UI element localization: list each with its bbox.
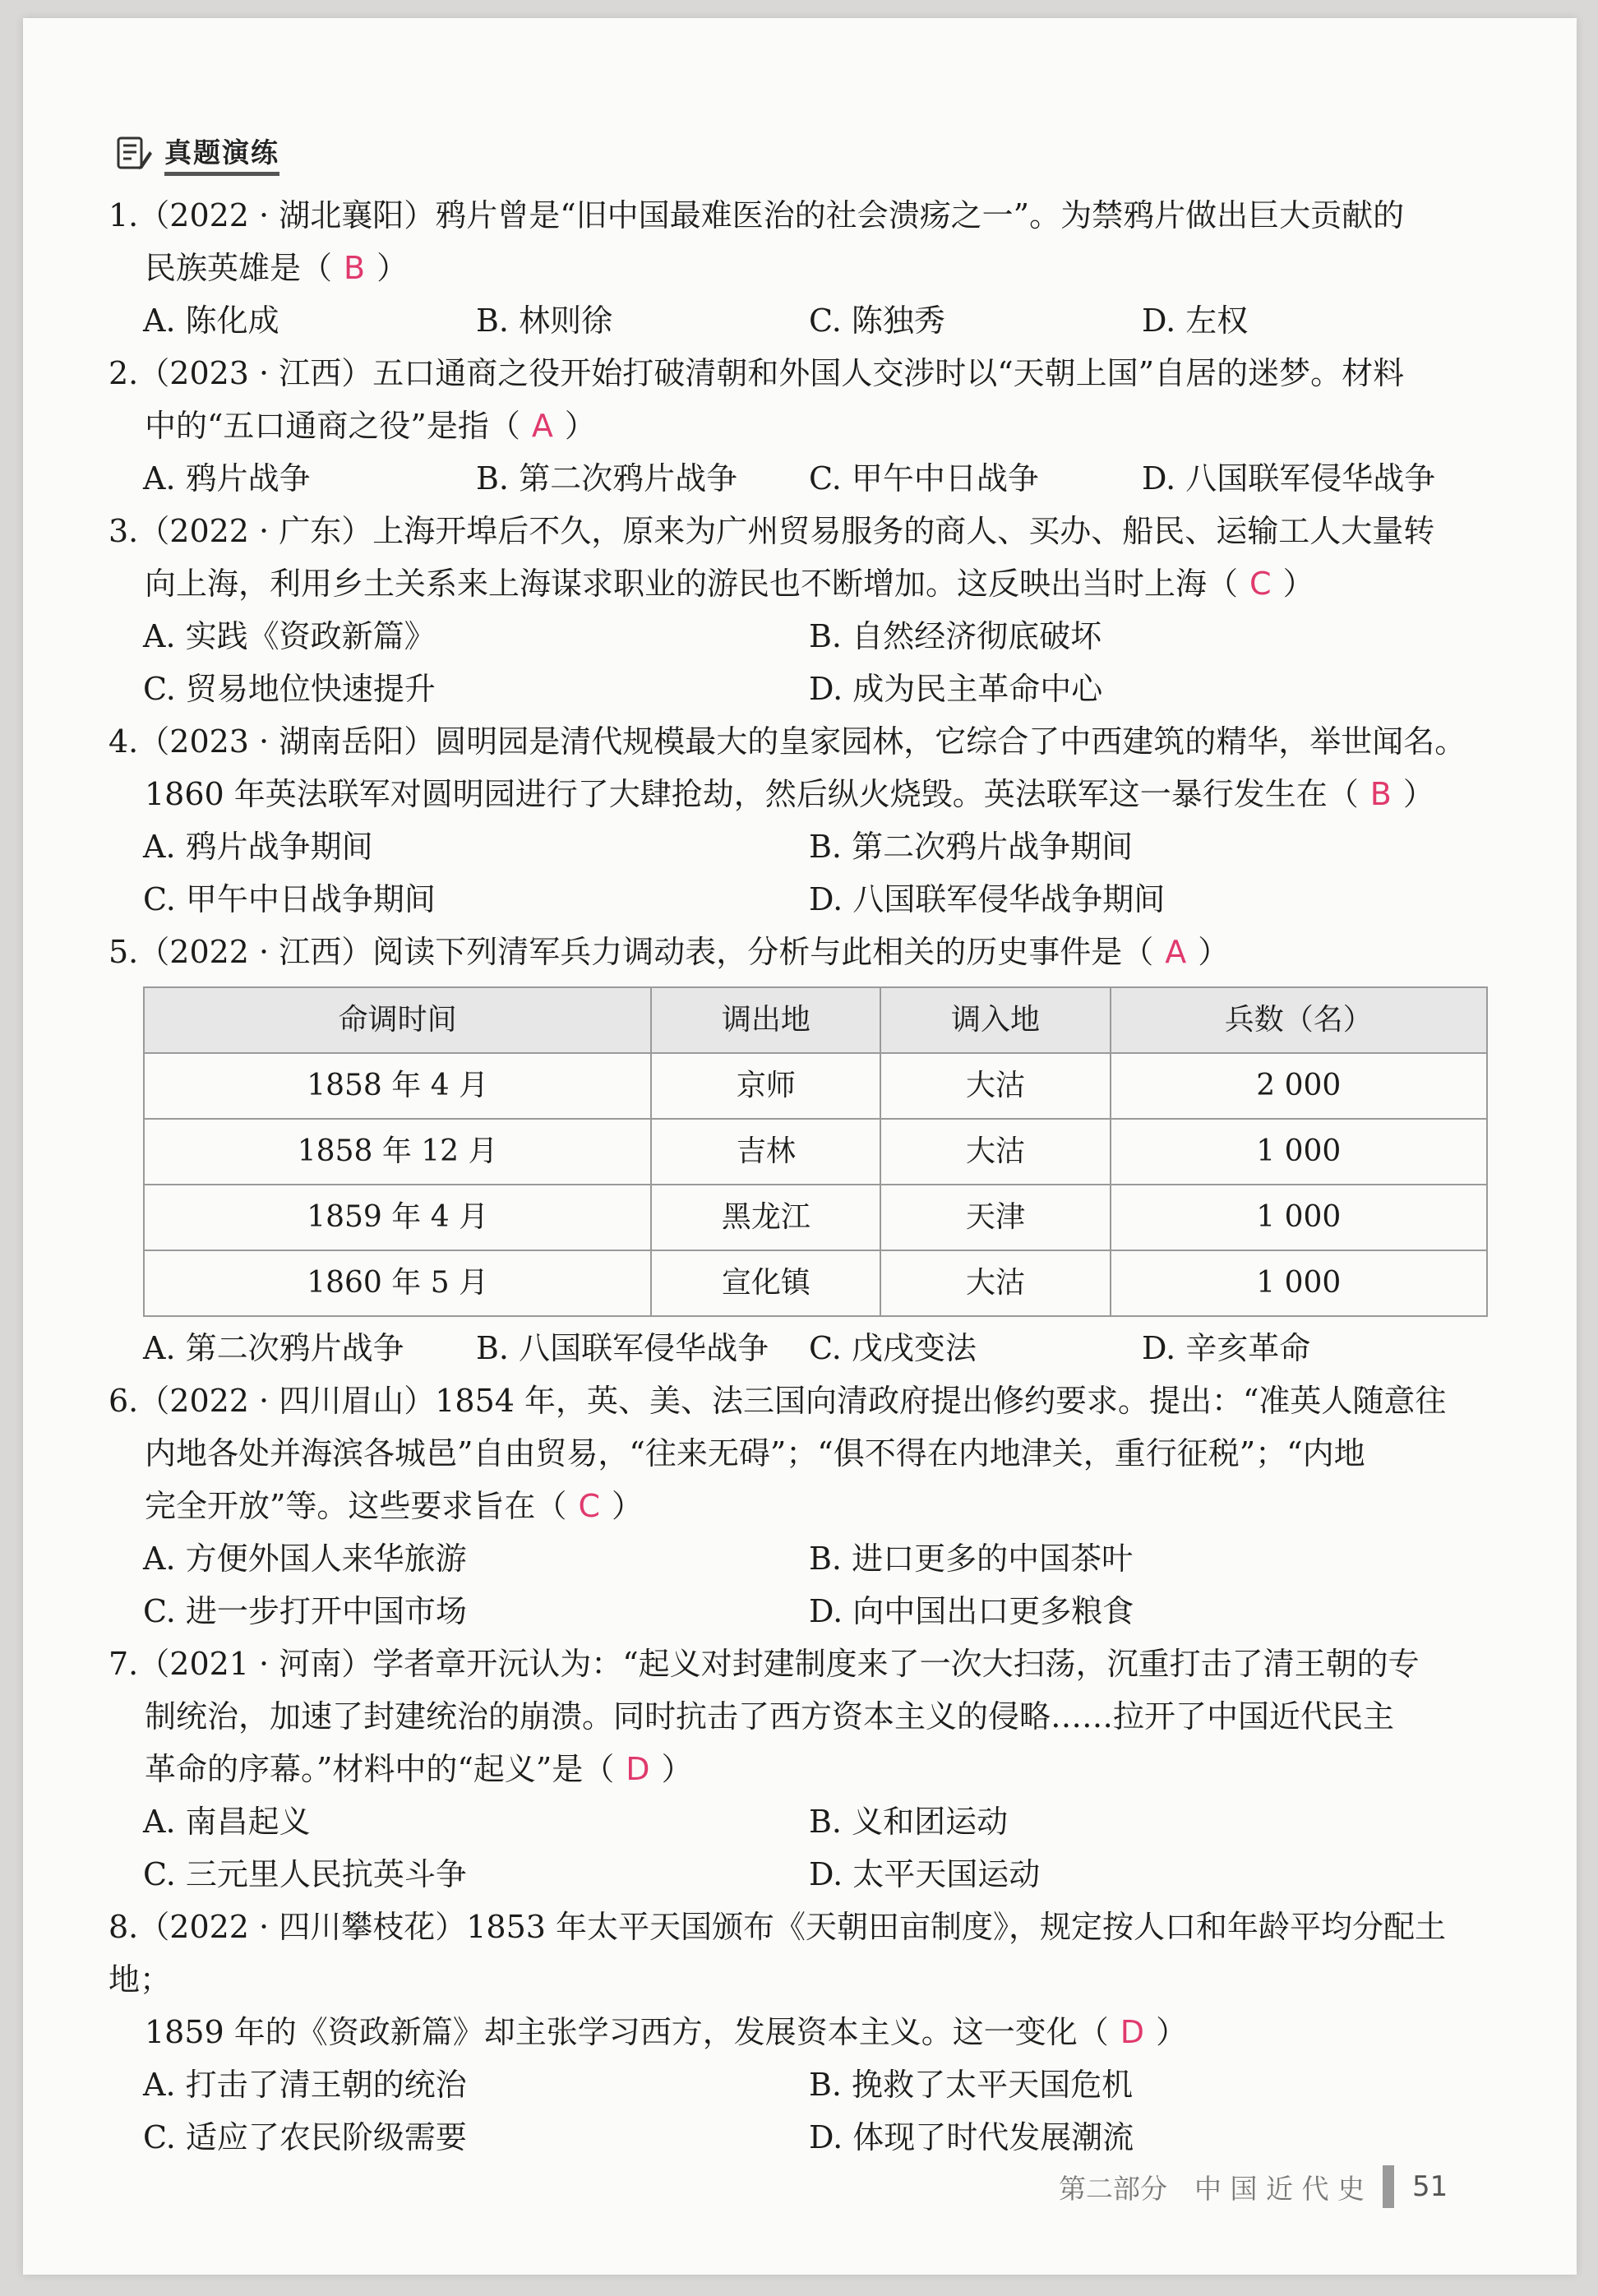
- option-b: B. 挽救了太平天国危机: [809, 2067, 1134, 2103]
- option-d: D. 辛亥革命: [1142, 1330, 1311, 1366]
- table-row: [144, 1053, 1487, 1119]
- option-d: D. 左权: [1142, 303, 1249, 339]
- answer: B: [1369, 776, 1392, 812]
- table-cell: 黑龙江: [651, 1185, 880, 1250]
- table-cell: 大沽: [880, 1053, 1110, 1119]
- paren-close: ）: [564, 408, 596, 444]
- table-cell: 京师: [651, 1053, 880, 1119]
- table-cell: 大沽: [880, 1250, 1110, 1316]
- table-row: [144, 1250, 1487, 1316]
- question-stem-cont: 制统治，加速了封建统治的崩溃。同时抗击了西方资本主义的侵略……拉开了中国近代民主: [145, 1698, 1395, 1735]
- troop-table: [143, 986, 1488, 1317]
- question-stem: （2022 · 湖北襄阳）鸦片曾是“旧中国最难医治的社会溃疡之一”。为禁鸦片做出巨大贡献的: [138, 197, 1405, 233]
- option-a: A. 南昌起义: [143, 1804, 311, 1840]
- option-a: A. 鸦片战争期间: [143, 829, 373, 865]
- section-header: [115, 132, 279, 176]
- question-stem: （2022 · 江西）阅读下列清军兵力调动表，分析与此相关的历史事件是（: [138, 934, 1154, 970]
- page-number: 51: [1411, 2170, 1448, 2203]
- option-d: D. 太平天国运动: [809, 1856, 1041, 1892]
- question-stem: （2022 · 四川眉山）1854 年，英、美、法三国向清政府提出修约要求。提出：“准英人随意往: [138, 1383, 1447, 1419]
- option-c: C. 适应了农民阶级需要: [143, 2119, 467, 2155]
- answer: D: [1120, 2014, 1145, 2050]
- option-b: B. 八国联军侵华战争: [476, 1330, 769, 1366]
- option-a: A. 方便外国人来华旅游: [143, 1541, 467, 1577]
- question-number: 7.: [109, 1646, 139, 1682]
- table-cell: 2 000: [1111, 1053, 1488, 1119]
- table-header: 调出地: [651, 987, 880, 1053]
- table-cell: 1858 年 12 月: [144, 1119, 651, 1185]
- table-cell: 1 000: [1111, 1185, 1488, 1250]
- question-stem-cont: 内地各处并海滨各城邑”自由贸易，“往来无碍”；“俱不得在内地津关，重行征税”；“内地: [145, 1435, 1365, 1471]
- answer: D: [626, 1751, 650, 1787]
- table-header: 兵数（名）: [1111, 987, 1488, 1053]
- option-c: C. 甲午中日战争期间: [143, 881, 436, 917]
- question-number: 6.: [109, 1383, 139, 1419]
- paren-close: ）: [1198, 934, 1230, 970]
- option-d: D. 八国联军侵华战争: [1142, 460, 1436, 497]
- paren-close: ）: [1282, 566, 1314, 602]
- paren-close: ）: [376, 250, 409, 286]
- answer: A: [531, 408, 553, 444]
- paren-close: ）: [1402, 776, 1434, 812]
- option-b: B. 第二次鸦片战争期间: [809, 829, 1134, 865]
- question-stem: （2022 · 广东）上海开埠后不久，原来为广州贸易服务的商人、买办、船民、运输工人大量转: [138, 513, 1435, 549]
- table-header: 调入地: [880, 987, 1110, 1053]
- option-b: B. 义和团运动: [809, 1804, 1009, 1840]
- option-b: B. 进口更多的中国茶叶: [809, 1541, 1134, 1577]
- table-cell: 1 000: [1111, 1250, 1488, 1316]
- option-d: D. 成为民主革命中心: [809, 671, 1103, 707]
- option-b: B. 自然经济彻底破坏: [809, 618, 1102, 654]
- table-cell: 1860 年 5 月: [144, 1250, 651, 1316]
- page-footer: [1059, 2165, 1448, 2208]
- option-a: A. 实践《资政新篇》: [143, 618, 436, 654]
- table-header-row: [144, 987, 1487, 1053]
- question-7: [109, 1638, 1498, 1901]
- question-stem: （2023 · 江西）五口通商之役开始打破清朝和外国人交涉时以“天朝上国”自居的迷梦。材料: [138, 355, 1405, 391]
- table-cell: 大沽: [880, 1119, 1110, 1185]
- option-d: D. 体现了时代发展潮流: [809, 2119, 1134, 2155]
- question-stem-cont: 完全开放”等。这些要求旨在（: [145, 1488, 567, 1524]
- option-c: C. 进一步打开中国市场: [143, 1593, 467, 1629]
- paren-close: ）: [661, 1751, 693, 1787]
- option-d: D. 向中国出口更多粮食: [809, 1593, 1134, 1629]
- question-stem: （2022 · 四川攀枝花）1853 年太平天国颁布《天朝田亩制度》，规定按人口和年龄平均分配土地；: [109, 1909, 1446, 1998]
- question-4: [109, 715, 1498, 926]
- table-cell: 1858 年 4 月: [144, 1053, 651, 1119]
- answer: A: [1165, 934, 1187, 970]
- option-b: B. 林则徐: [476, 303, 613, 339]
- question-8: [109, 1901, 1498, 2164]
- question-number: 5.: [109, 934, 139, 970]
- notebook-pen-icon: [115, 135, 153, 173]
- question-5: [109, 926, 1498, 1374]
- table-header: 命调时间: [144, 987, 651, 1053]
- question-number: 3.: [109, 513, 139, 549]
- footer-divider: [1383, 2165, 1394, 2208]
- answer: C: [1249, 566, 1272, 602]
- option-c: C. 戊戌变法: [809, 1330, 977, 1366]
- table-cell: 1 000: [1111, 1119, 1488, 1185]
- question-1: [109, 189, 1498, 347]
- question-number: 1.: [109, 197, 139, 233]
- paren-close: ）: [611, 1488, 643, 1524]
- question-number: 2.: [109, 355, 139, 391]
- footer-section: 第二部分 中 国 近 代 史: [1059, 2172, 1365, 2205]
- table-cell: 天津: [880, 1185, 1110, 1250]
- table-cell: 1859 年 4 月: [144, 1185, 651, 1250]
- option-d: D. 八国联军侵华战争期间: [809, 881, 1166, 917]
- question-number: 4.: [109, 723, 139, 760]
- question-stem: （2021 · 河南）学者章开沅认为：“起义对封建制度来了一次大扫荡，沉重打击了清王朝的专: [138, 1646, 1420, 1682]
- table-row: [144, 1119, 1487, 1185]
- option-b: B. 第二次鸦片战争: [476, 460, 738, 497]
- option-c: C. 贸易地位快速提升: [143, 671, 436, 707]
- option-c: C. 甲午中日战争: [809, 460, 1039, 497]
- question-stem-cont: 中的“五口通商之役”是指（: [145, 408, 520, 444]
- question-stem-cont: 革命的序幕。”材料中的“起义”是（: [145, 1751, 615, 1787]
- option-a: A. 第二次鸦片战争: [143, 1330, 404, 1366]
- answer: B: [344, 250, 366, 286]
- question-2: [109, 347, 1498, 505]
- option-c: C. 陈独秀: [809, 303, 945, 339]
- question-stem: （2023 · 湖南岳阳）圆明园是清代规模最大的皇家园林，它综合了中西建筑的精华，举世闻名。: [138, 723, 1466, 760]
- question-6: [109, 1374, 1498, 1638]
- option-a: A. 打击了清王朝的统治: [143, 2067, 467, 2103]
- question-stem-cont: 1859 年的《资政新篇》却主张学习西方，发展资本主义。这一变化（: [145, 2014, 1109, 2050]
- table-cell: 宣化镇: [651, 1250, 880, 1316]
- option-c: C. 三元里人民抗英斗争: [143, 1856, 467, 1892]
- answer: C: [578, 1488, 600, 1524]
- question-stem-cont: 民族英雄是（: [145, 250, 333, 286]
- option-a: A. 陈化成: [143, 303, 279, 339]
- question-number: 8.: [109, 1909, 139, 1945]
- table-cell: 吉林: [651, 1119, 880, 1185]
- option-a: A. 鸦片战争: [143, 460, 311, 497]
- question-stem-cont: 1860 年英法联军对圆明园进行了大肆抢劫，然后纵火烧毁。英法联军这一暴行发生在（: [145, 776, 1359, 812]
- section-title: 真题演练: [164, 132, 279, 176]
- paren-close: ）: [1156, 2014, 1188, 2050]
- question-3: [109, 505, 1498, 715]
- question-stem-cont: 向上海，利用乡土关系来上海谋求职业的游民也不断增加。这反映出当时上海（: [145, 566, 1239, 602]
- page: [23, 18, 1577, 2275]
- table-row: [144, 1185, 1487, 1250]
- questions: [109, 189, 1498, 2164]
